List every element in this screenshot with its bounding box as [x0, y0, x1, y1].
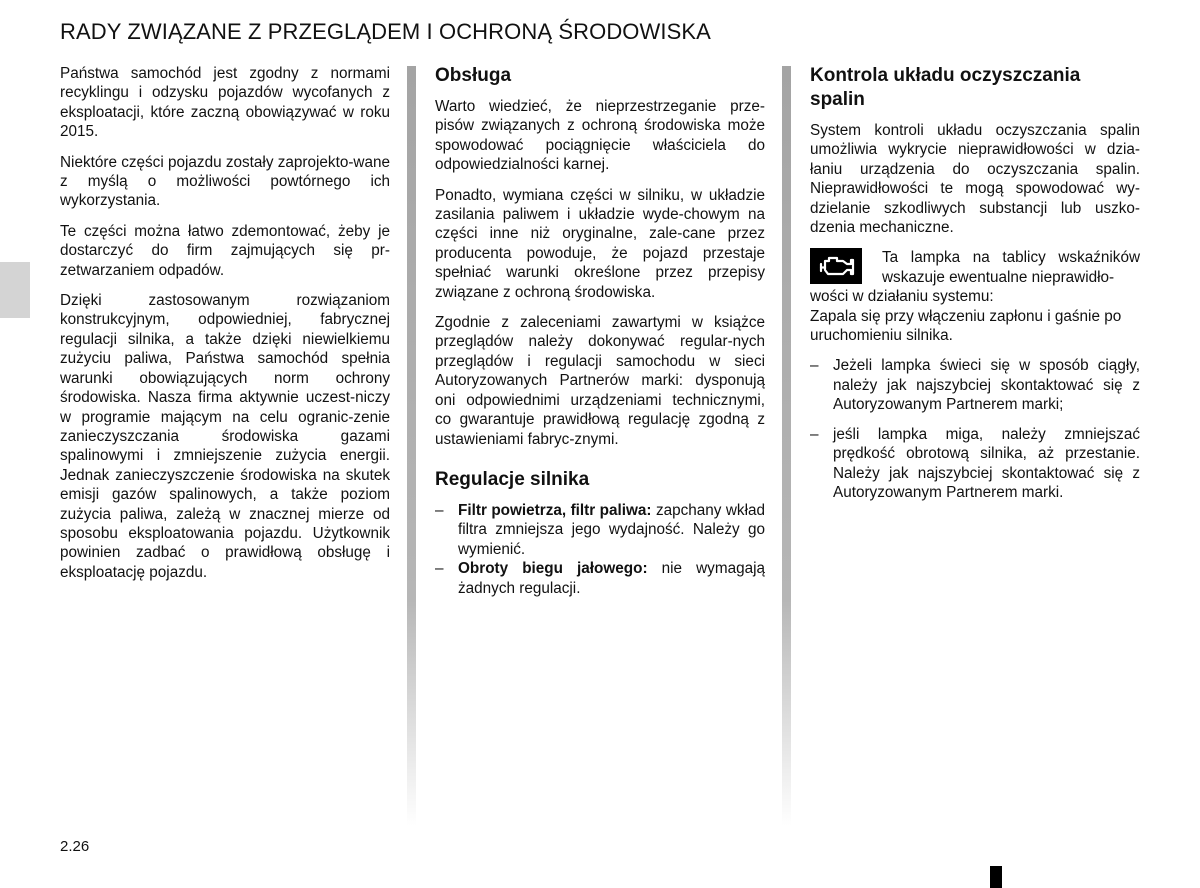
- lamp-behavior: Zapala się przy włączeniu zapłonu i gaśnie po uruchomieniu silnika.: [810, 307, 1122, 345]
- paragraph: Państwa samochód jest zgodny z normami recyklingu i odzysku pojazdów wycofanych z eksploatacji, które zaczną obowiązywać w roku 2015.: [60, 65, 390, 141]
- engine-warning-icon: [810, 248, 862, 284]
- dash-bullet: –: [810, 425, 819, 443]
- section-heading-engine: Regulacje silnika: [435, 468, 590, 490]
- item-label: Obroty biegu jałowego:: [458, 560, 648, 578]
- item-text: Jeżeli lampka świeci się w sposób ciągły, należy jak najszybciej skontaktować się z Autoryzowanym Partnerem marki;: [833, 357, 1140, 414]
- paragraph: Te części można łatwo zdemontować, żeby je dostarczyć do firm zajmujących się pr-zetwarzaniem odpadów.: [60, 222, 390, 279]
- column-divider: [407, 66, 416, 826]
- lamp-status-list: [810, 356, 1140, 502]
- paragraph: Dzięki zastosowanym rozwiązaniom konstrukcyjnym, odpowiedniej, fabrycznej regulacji silnika, a także dzięki niewielkiemu zużyciu paliwa, Państwa samochód spełnia warunki obowiązujących norm ochrony środowiska. Nasza firma aktywnie uczest-niczy w programie mającym na celu ogranic-zenie zanieczyszczania środowiska gazami spalinowymi i zmniejszenie zużycia energii. Jednak zanieczyszczenie środowiska na skutek emisji gazów spalinowych, a także poziom zużycia paliwa, zależą w znacznej mierze od sposobu eksploatowania pojazdu. Użytkownik powinien zadbać o prawidłową obsługę i eksploatację pojazdu.: [60, 292, 390, 581]
- section-heading-emissions: Kontrola układu oczyszczania spalin: [810, 65, 1081, 110]
- item-text: nie wymagają żadnych regulacji.: [458, 560, 765, 597]
- column-recycling: [60, 64, 390, 593]
- warning-lamp-note: [810, 248, 1140, 345]
- section-heading-service: Obsługa: [435, 65, 512, 86]
- list-item: [435, 559, 765, 598]
- item-text: zapchany wkład filtra zmniejsza jego wydajność. Należy go wymienić.: [458, 501, 765, 558]
- dash-bullet: –: [810, 357, 819, 375]
- paragraph: System kontroli układu oczyszczania spalin umożliwia wykrycie nieprawidłowości w dzia-łaniu urządzenia do oczyszczania spalin. Nieprawidłowości te mogą spowodować wy-dzielanie szkodliwych substancji lub uszko-dzenia mechaniczne.: [810, 122, 1140, 237]
- paragraph: Ponadto, wymiana części w silniku, w układzie zasilania paliwem i układzie wyde-chowym na części inne niż oryginalne, zale-cane przez producenta powoduje, że pojazd przestaje spełniać warunki określone przez przepisy związane z ochroną środowiska.: [435, 186, 765, 301]
- column-divider: [782, 66, 791, 826]
- column-emissions-control: [810, 64, 1140, 513]
- list-item: [435, 501, 765, 559]
- dash-bullet: –: [435, 501, 444, 519]
- chapter-tab: [0, 262, 30, 318]
- paragraph: Zgodnie z zaleceniami zawartymi w książce przeglądów należy dokonywać regular-nych przeglądów i regulacji samochodu w sieci Autoryzowanych Partnerów marki: dysponują oni odpowiednimi urządzeniami technicznymi, co gwarantuje prawidłową regulację zgodną z ustawieniami fabryc-znymi.: [435, 314, 765, 448]
- column-service: [435, 64, 765, 609]
- list-item: [810, 356, 1140, 414]
- lamp-description-continued: wości w działaniu systemu:: [810, 288, 994, 306]
- list-item: [810, 425, 1140, 503]
- paragraph: Niektóre części pojazdu zostały zaprojekto-wane z myślą o możliwości powtórnego ich wykorzystania.: [60, 153, 390, 210]
- item-label: Filtr powietrza, filtr paliwa:: [458, 501, 652, 519]
- page-title: RADY ZWIĄZANE Z PRZEGLĄDEM I OCHRONĄ ŚRODOWISKA: [60, 19, 711, 44]
- dash-bullet: –: [435, 560, 444, 578]
- page-corner-marker: [990, 866, 1002, 888]
- engine-adjustments-list: [435, 501, 765, 598]
- item-text: jeśli lampka miga, należy zmniejszać prędkość obrotową silnika, aż przestanie. Należy jak najszybciej skontaktować się z Autoryzowanym Partnerem marki.: [833, 425, 1140, 501]
- engine-warning-icon-graphic: [816, 252, 856, 280]
- page-number: 2.26: [60, 838, 90, 855]
- paragraph: Warto wiedzieć, że nieprzestrzeganie prze-pisów związanych z ochroną środowiska może spowodować pociągnięcie właściciela do odpowiedzialności karnej.: [435, 98, 765, 174]
- lamp-description: Ta lampka na tablicy wskaźników wskazuje ewentualne nieprawidło-: [882, 249, 1140, 286]
